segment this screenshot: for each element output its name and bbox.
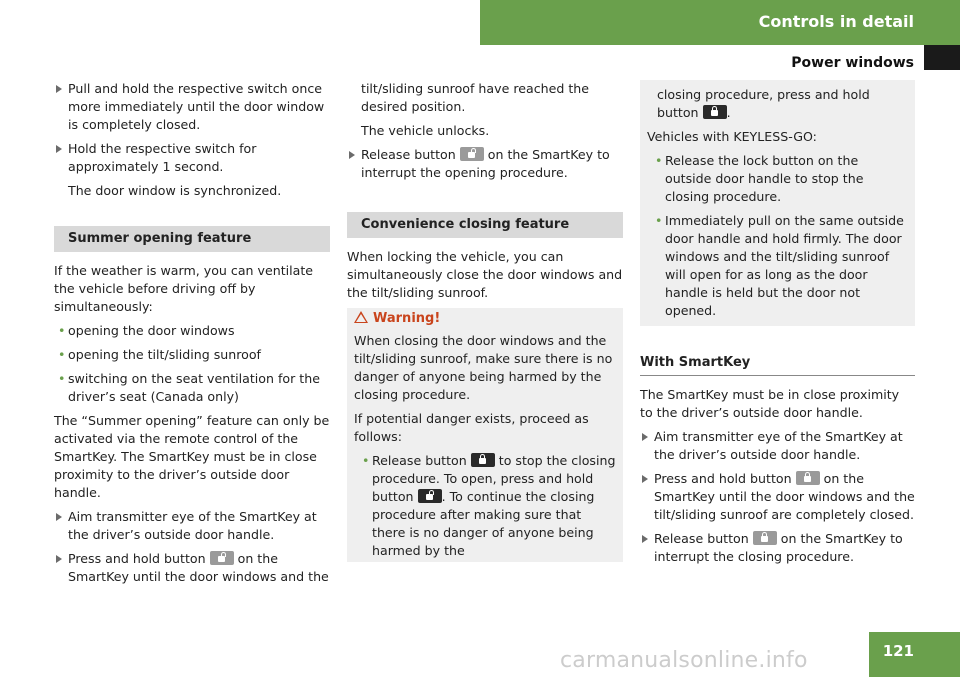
- list-item: • opening the door windows: [54, 322, 330, 340]
- step-text: Release button: [654, 531, 749, 546]
- step-item: Aim transmitter eye of the SmartKey at the driver’s outside door handle.: [54, 508, 330, 544]
- warning-text: If potential danger exists, proceed as follows:: [354, 411, 589, 444]
- paragraph: The “Summer opening” feature can only be activated via the remote control of the SmartKey. The SmartKey must be in close proximity to the driver’s outside door handle.: [54, 413, 330, 500]
- lock-key-icon: [703, 105, 727, 119]
- step-text: on the SmartKey until the door windows and the tilt/sliding sunroof are completely closed.: [654, 471, 915, 522]
- warning-heading: [354, 310, 617, 328]
- step-item: Aim transmitter eye of the SmartKey at the driver’s outside door handle.: [640, 428, 915, 464]
- paragraph: The SmartKey must be in close proximity to the driver’s outside door handle.: [640, 387, 900, 420]
- list-item: • Immediately pull on the same outside door handle and hold firmly. The door windows and the tilt/sliding sunroof will open for as long as the door handle is held but the door not opened.: [651, 212, 908, 320]
- step-item: [347, 146, 623, 182]
- paragraph: If the weather is warm, you can ventilate the vehicle before driving off by simultaneously:: [54, 263, 314, 314]
- column-1: [54, 80, 330, 592]
- step-text: on the SmartKey until the door windows and the: [68, 551, 329, 584]
- header-marker: [924, 45, 960, 70]
- column-3: [640, 80, 915, 572]
- unlock-key-icon: [460, 147, 484, 161]
- warning-text: closing procedure, press and hold button: [657, 87, 870, 120]
- warning-box-continued: [640, 80, 915, 326]
- section-heading-convenience: Convenience closing feature: [347, 212, 623, 238]
- step-text: Press and hold button: [68, 551, 206, 566]
- step-result: The door window is synchronized.: [68, 183, 282, 198]
- paragraph: Vehicles with KEYLESS-GO:: [647, 129, 817, 144]
- page-number-tab: [869, 632, 960, 677]
- step-item: [54, 550, 330, 586]
- warning-text: . To continue the closing procedure after making sure that there is no danger of anyone being harmed by the: [372, 489, 595, 558]
- step-item: Pull and hold the respective switch once more immediately until the door window is completely closed.: [54, 80, 330, 134]
- step-item: Hold the respective switch for approximately 1 second.: [54, 140, 330, 176]
- step-text: on the SmartKey to interrupt the opening procedure.: [361, 147, 610, 180]
- paragraph: When locking the vehicle, you can simultaneously close the door windows and the tilt/sliding sunroof.: [347, 249, 623, 300]
- warning-text: to stop the closing procedure. To open, press and hold button: [372, 453, 616, 504]
- lock-key-icon: [796, 471, 820, 485]
- step-item: [640, 530, 915, 566]
- lock-key-icon: [753, 531, 777, 545]
- warning-title: Warning!: [373, 311, 441, 326]
- step-text: Release button: [361, 147, 456, 162]
- step-text: Press and hold button: [654, 471, 792, 486]
- unlock-key-icon: [418, 489, 442, 503]
- chapter-title: Controls in detail: [758, 12, 914, 31]
- lock-key-icon: [471, 453, 495, 467]
- step-item: [640, 470, 915, 524]
- unlock-key-icon: [210, 551, 234, 565]
- step-text: on the SmartKey to interrupt the closing procedure.: [654, 531, 903, 564]
- step-continuation: tilt/sliding sunroof have reached the desired position.: [361, 81, 590, 114]
- list-item: • Release the lock button on the outside door handle to stop the closing procedure.: [651, 152, 908, 206]
- column-2: [347, 80, 623, 562]
- chapter-tab: [480, 0, 960, 45]
- warning-text: .: [726, 105, 731, 120]
- warning-triangle-icon: [354, 311, 368, 323]
- page-number: 121: [882, 642, 914, 660]
- warning-box: [347, 308, 623, 562]
- warning-list-item: [358, 452, 617, 560]
- warning-continuation: [647, 86, 908, 122]
- list-item: • switching on the seat ventilation for the driver’s seat (Canada only): [54, 370, 330, 406]
- watermark: carmanualsonline.info: [560, 648, 808, 673]
- step-result: The vehicle unlocks.: [361, 123, 490, 138]
- warning-text: Release button: [372, 453, 467, 468]
- section-title: Power windows: [791, 55, 914, 71]
- section-heading-smartkey: With SmartKey: [640, 354, 915, 376]
- section-heading-summer: Summer opening feature: [54, 226, 330, 252]
- list-item: • opening the tilt/sliding sunroof: [54, 346, 330, 364]
- warning-text: When closing the door windows and the tilt/sliding sunroof, make sure there is no danger of anyone being harmed by the closing procedure.: [354, 333, 613, 402]
